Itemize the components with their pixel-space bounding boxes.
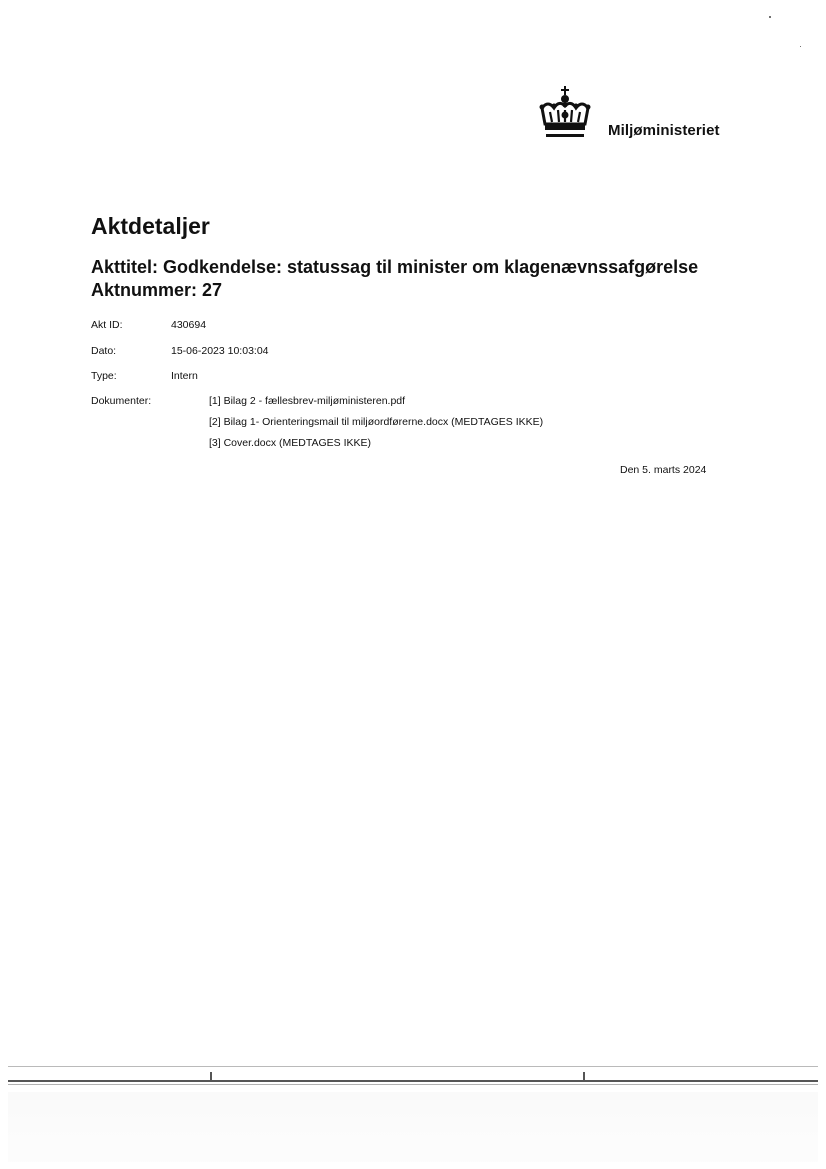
- dokumenter-label: Dokumenter:: [91, 395, 152, 407]
- scan-line: [8, 1066, 818, 1067]
- crown-icon: [536, 86, 594, 142]
- scan-artifact-band: [8, 1092, 818, 1162]
- scan-artifact-lines: [8, 1066, 818, 1088]
- document-item: [2] Bilag 1- Orienteringsmail til miljøordførerne.docx (MEDTAGES IKKE): [209, 416, 544, 428]
- document-date: Den 5. marts 2024: [620, 464, 707, 476]
- type-label: Type:: [91, 370, 117, 382]
- document-item: [3] Cover.docx (MEDTAGES IKKE): [209, 437, 372, 449]
- scan-tick: [583, 1072, 585, 1080]
- ministry-logo: [536, 86, 736, 142]
- scan-line: [8, 1084, 818, 1085]
- scan-speck: [800, 46, 801, 47]
- type-value: Intern: [171, 370, 198, 382]
- page-title: Aktdetaljer: [91, 213, 210, 239]
- akt-id-value: 430694: [171, 319, 207, 331]
- scan-tick: [210, 1072, 212, 1080]
- dato-value: 15-06-2023 10:03:04: [171, 345, 269, 357]
- akt-id-label: Akt ID:: [91, 319, 123, 331]
- akt-number: Aktnummer: 27: [91, 280, 223, 300]
- akt-title: Akttitel: Godkendelse: statussag til minister om klagenævnssafgørelse: [91, 257, 699, 277]
- scan-speck: [769, 16, 771, 18]
- ministry-name: Miljøministeriet: [608, 122, 720, 139]
- scan-line: [8, 1080, 818, 1082]
- dato-label: Dato:: [91, 345, 117, 357]
- document-item: [1] Bilag 2 - fællesbrev-miljøministeren.pdf: [209, 395, 406, 407]
